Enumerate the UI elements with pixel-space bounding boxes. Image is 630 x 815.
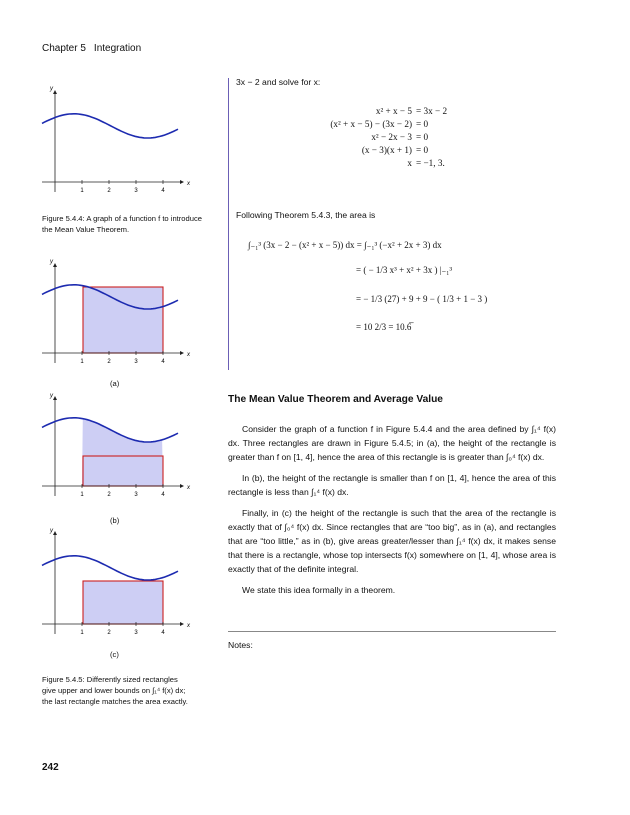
page-number: 242 <box>42 762 59 773</box>
paragraph: Consider the graph of a function f in Figure 5.4.4 and the area defined by ∫₁⁴ f(x) dx. Three rectangles are drawn in Figure 5.4.5; in (a), the height of the rectangle is greater than f on [1, 4], hence the area of this rectangle is is greater than ∫₀⁴ f(x) dx. <box>228 424 556 462</box>
x-tick-label: 3 <box>134 630 138 636</box>
intro-line: 3x − 2 and solve for x: <box>236 77 321 87</box>
area-under-curve <box>82 419 163 486</box>
area-line: = 10 2/3 = 10.6̅ <box>356 322 412 332</box>
x-tick-label: 2 <box>107 492 111 498</box>
area-line: ∫₋₁³ (3x − 2 − (x² + x − 5)) dx = ∫₋₁³ (−x² + 2x + 3) dx <box>248 240 442 250</box>
y-axis-arrow <box>53 90 57 94</box>
subfigure-b-label: (b) <box>110 516 120 525</box>
x-tick-label: 4 <box>161 492 165 498</box>
x-axis-arrow <box>180 180 184 184</box>
y-axis-label: y <box>50 393 53 399</box>
x-tick-label: 2 <box>107 359 111 365</box>
body-text <box>228 422 556 604</box>
chapter-label: Chapter 5 <box>42 43 86 54</box>
figure-5-4-5b-graph <box>28 392 198 507</box>
equation-lhs: x <box>407 158 412 168</box>
subfigure-a-label: (a) <box>110 379 120 388</box>
x-tick-label: 4 <box>161 188 165 194</box>
area-line: = − 1/3 (27) + 9 + 9 − ( 1/3 + 1 − 3 ) <box>356 294 488 304</box>
notes-divider <box>228 631 556 632</box>
paragraph: We state this idea formally in a theorem. <box>242 585 396 595</box>
x-axis-label: x <box>187 181 190 187</box>
x-axis-label: x <box>187 485 190 491</box>
figure-5-4-5c-graph <box>28 525 198 640</box>
x-tick-label: 1 <box>80 630 84 636</box>
y-axis-label: y <box>50 86 53 92</box>
equation-lhs: (x − 3)(x + 1) <box>361 145 412 155</box>
solve-equations <box>250 106 550 168</box>
x-tick-label: 2 <box>107 188 111 194</box>
equation-lhs: x² − 2x − 3 <box>371 132 412 142</box>
x-tick-label: 1 <box>80 359 84 365</box>
x-tick-label: 3 <box>134 359 138 365</box>
running-header <box>42 43 141 54</box>
x-axis-label: x <box>187 623 190 629</box>
function-curve <box>42 556 178 580</box>
y-axis-arrow <box>53 396 57 400</box>
x-axis-label: x <box>187 352 190 358</box>
x-axis-arrow <box>180 351 184 355</box>
section-title: The Mean Value Theorem and Average Value <box>228 394 443 405</box>
figure-5-4-5a-graph <box>28 255 198 370</box>
equation-rhs: = 0 <box>416 119 429 129</box>
following-text: Following Theorem 5.4.3, the area is <box>236 210 376 220</box>
y-axis-label: y <box>50 528 53 534</box>
equation-rhs: = −1, 3. <box>416 158 445 168</box>
y-axis-arrow <box>53 263 57 267</box>
notes-label: Notes: <box>228 640 253 650</box>
x-tick-label: 1 <box>80 492 84 498</box>
example-margin-bar <box>228 78 229 370</box>
equation-lhs: x² + x − 5 <box>375 106 412 116</box>
area-line: = ( − 1/3 x³ + x² + 3x ) |₋₁³ <box>356 265 453 275</box>
figure-5-4-5-caption: Figure 5.4.5: Differently sized rectangles give upper and lower bounds on ∫₁⁴ f(x) dx; the last rectangle matches the area exactly. <box>42 675 188 706</box>
x-tick-label: 4 <box>161 630 165 636</box>
equation-rhs: = 0 <box>416 132 429 142</box>
equation-lhs: (x² + x − 5) − (3x − 2) <box>330 119 412 129</box>
paragraph: In (b), the height of the rectangle is smaller than f on [1, 4], hence the area of this rectangle is less than ∫₁⁴ f(x) dx. <box>228 473 556 497</box>
subfigure-c-label: (c) <box>110 650 119 659</box>
x-tick-label: 3 <box>134 492 138 498</box>
figure-5-4-4-graph <box>28 82 198 212</box>
rectangle-c-fill <box>83 581 163 624</box>
x-tick-label: 4 <box>161 359 165 365</box>
x-axis-arrow <box>180 622 184 626</box>
x-tick-label: 3 <box>134 188 138 194</box>
chapter-title: Integration <box>93 43 142 54</box>
equation-rhs: = 3x − 2 <box>416 106 448 116</box>
rectangle-a-fill <box>83 287 163 353</box>
x-axis-arrow <box>180 484 184 488</box>
figure-5-4-4-caption: Figure 5.4.4: A graph of a function f to introduce the Mean Value Theorem. <box>42 214 202 234</box>
area-computation <box>248 240 558 332</box>
x-tick-label: 1 <box>80 188 84 194</box>
function-curve <box>42 114 178 138</box>
y-axis-label: y <box>50 259 53 265</box>
paragraph: Finally, in (c) the height of the rectangle is such that the area of the rectangle is exactly that of ∫₀⁴ f(x) dx. Since rectangles that are “too big”, as in (a), and rectangles that are “too little,” as in (b), give areas greater/lesser than ∫₁⁴ f(x) dx, it makes sense that there is a rectangle, whose top intersects f(x) somewhere on [1, 4], whose area is exactly that of the definite integral. <box>228 508 556 574</box>
equation-rhs: = 0 <box>416 145 429 155</box>
y-axis-arrow <box>53 531 57 535</box>
x-tick-label: 2 <box>107 630 111 636</box>
